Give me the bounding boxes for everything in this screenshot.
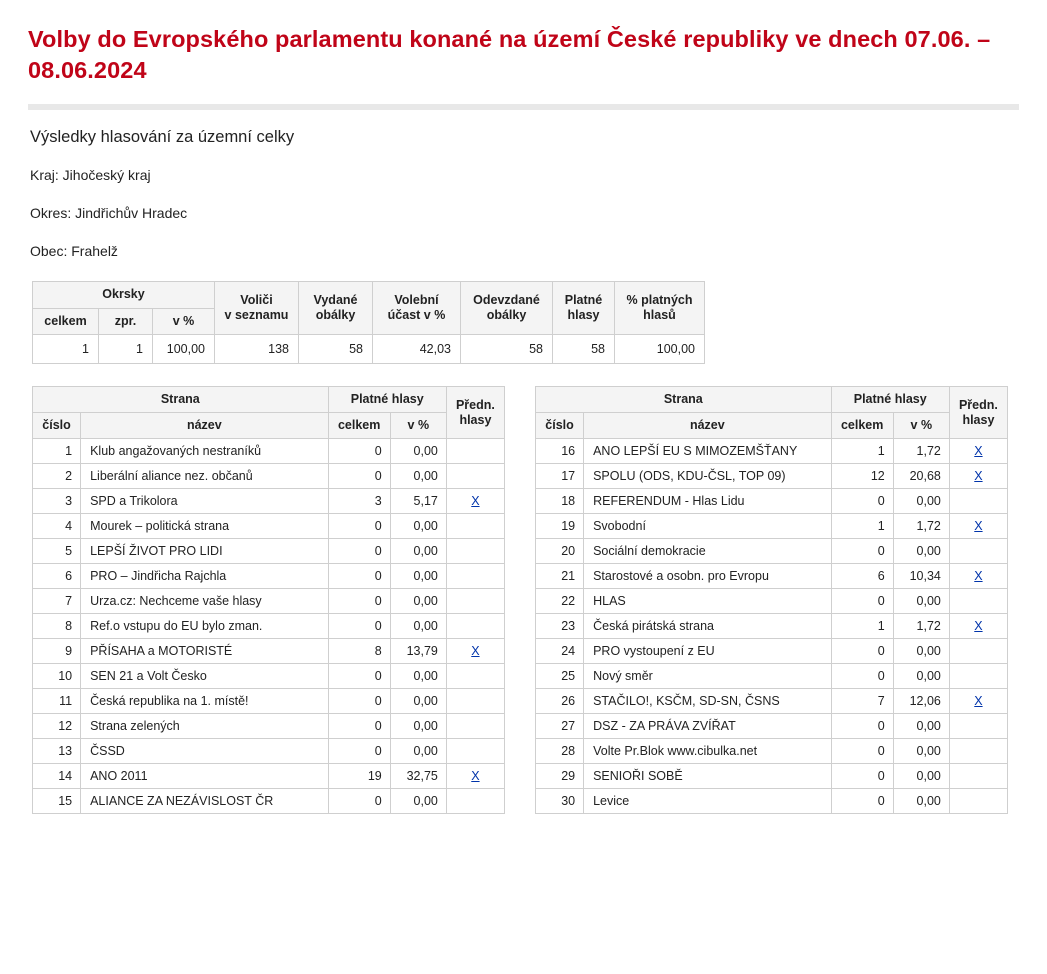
party-votes-percent: 0,00 xyxy=(893,714,949,739)
party-number: 4 xyxy=(33,514,81,539)
party-votes-total: 8 xyxy=(328,639,390,664)
party-number: 27 xyxy=(536,714,584,739)
table-row xyxy=(536,689,1008,714)
party-votes-percent: 5,17 xyxy=(390,489,446,514)
party-votes-total: 0 xyxy=(831,489,893,514)
preferential-votes-cell xyxy=(446,714,504,739)
party-number: 10 xyxy=(33,664,81,689)
party-header-nazev-right: název xyxy=(584,413,832,439)
party-header-predn-line1-right: Předn. xyxy=(958,397,998,412)
table-row xyxy=(536,714,1008,739)
preferential-votes-link[interactable]: X xyxy=(974,569,983,584)
party-header-row-2-right xyxy=(536,413,1008,439)
party-name: DSZ - ZA PRÁVA ZVÍŘAT xyxy=(584,714,832,739)
party-number: 26 xyxy=(536,689,584,714)
table-row xyxy=(536,639,1008,664)
party-header-cislo-left: číslo xyxy=(33,413,81,439)
summary-header-odevzdane-line2: obálky xyxy=(486,308,527,323)
party-number: 17 xyxy=(536,464,584,489)
summary-header-volebni-ucast xyxy=(373,282,461,335)
party-name: Volte Pr.Blok www.cibulka.net xyxy=(584,739,832,764)
table-row xyxy=(33,489,505,514)
summary-header-okrsky: Okrsky xyxy=(33,282,215,309)
party-name: ČSSD xyxy=(81,739,329,764)
party-votes-total: 0 xyxy=(328,689,390,714)
summary-data-row xyxy=(33,335,705,364)
summary-header-volici xyxy=(215,282,299,335)
preferential-votes-cell xyxy=(949,764,1007,789)
party-name: HLAS xyxy=(584,589,832,614)
table-row xyxy=(536,739,1008,764)
party-name: REFERENDUM - Hlas Lidu xyxy=(584,489,832,514)
preferential-votes-cell[interactable] xyxy=(949,614,1007,639)
party-number: 20 xyxy=(536,539,584,564)
party-name: Česká republika na 1. místě! xyxy=(81,689,329,714)
party-name: PŘÍSAHA a MOTORISTÉ xyxy=(81,639,329,664)
summary-header-vydane-line1: Vydané xyxy=(313,292,358,307)
party-name: Liberální aliance nez. občanů xyxy=(81,464,329,489)
party-header-predn-hlasy-right xyxy=(949,387,1007,439)
party-votes-percent: 0,00 xyxy=(390,464,446,489)
party-name: Urza.cz: Nechceme vaše hlasy xyxy=(81,589,329,614)
party-number: 2 xyxy=(33,464,81,489)
party-header-platne-hlasy-right: Platné hlasy xyxy=(831,387,949,413)
summary-header-volici-line2: v seznamu xyxy=(224,308,289,323)
preferential-votes-link[interactable]: X xyxy=(974,619,983,634)
party-number: 25 xyxy=(536,664,584,689)
table-row xyxy=(536,664,1008,689)
party-votes-total: 0 xyxy=(831,539,893,564)
party-votes-percent: 0,00 xyxy=(390,789,446,814)
summary-header-pproc-line2: hlasů xyxy=(643,308,676,323)
party-number: 30 xyxy=(536,789,584,814)
party-votes-total: 0 xyxy=(328,739,390,764)
party-name: Sociální demokracie xyxy=(584,539,832,564)
party-votes-total: 0 xyxy=(831,789,893,814)
summary-header-okrsky-zpr: zpr. xyxy=(99,308,153,335)
party-votes-total: 0 xyxy=(328,564,390,589)
summary-header-okrsky-celkem: celkem xyxy=(33,308,99,335)
party-number: 5 xyxy=(33,539,81,564)
preferential-votes-cell[interactable] xyxy=(949,564,1007,589)
summary-header-platne-line2: hlasy xyxy=(567,308,600,323)
table-row xyxy=(33,589,505,614)
region-okres: Okres: Jindřichův Hradec xyxy=(30,205,188,222)
preferential-votes-cell xyxy=(949,789,1007,814)
party-votes-total: 0 xyxy=(328,789,390,814)
party-votes-percent: 0,00 xyxy=(390,514,446,539)
preferential-votes-link[interactable]: X xyxy=(974,694,983,709)
party-votes-total: 1 xyxy=(831,439,893,464)
preferential-votes-cell xyxy=(446,689,504,714)
party-votes-percent: 0,00 xyxy=(390,714,446,739)
summary-okrsky-celkem: 1 xyxy=(33,335,99,364)
summary-okrsky-zpr: 1 xyxy=(99,335,153,364)
party-name: SPD a Trikolora xyxy=(81,489,329,514)
table-row xyxy=(33,439,505,464)
party-votes-percent: 13,79 xyxy=(390,639,446,664)
party-votes-total: 0 xyxy=(328,514,390,539)
party-name: SENIOŘI SOBĚ xyxy=(584,764,832,789)
party-votes-percent: 0,00 xyxy=(893,664,949,689)
summary-okrsky-v-proc: 100,00 xyxy=(153,335,215,364)
table-row xyxy=(33,739,505,764)
party-header-row-1-right xyxy=(536,387,1008,413)
party-header-row-2-left xyxy=(33,413,505,439)
party-name: Strana zelených xyxy=(81,714,329,739)
party-name: Klub angažovaných nestraníků xyxy=(81,439,329,464)
party-header-platne-hlasy-left: Platné hlasy xyxy=(328,387,446,413)
party-header-v-proc-left: v % xyxy=(390,413,446,439)
party-votes-total: 0 xyxy=(831,739,893,764)
party-votes-total: 0 xyxy=(328,439,390,464)
table-row xyxy=(536,764,1008,789)
party-header-predn-line1-left: Předn. xyxy=(455,397,495,412)
party-header-row-1-left xyxy=(33,387,505,413)
party-table-body-left xyxy=(33,439,505,814)
party-votes-percent: 1,72 xyxy=(893,614,949,639)
party-name: STAČILO!, KSČM, SD-SN, ČSNS xyxy=(584,689,832,714)
party-votes-total: 0 xyxy=(328,664,390,689)
party-name: ANO 2011 xyxy=(81,764,329,789)
preferential-votes-cell xyxy=(446,564,504,589)
party-name: Nový směr xyxy=(584,664,832,689)
party-number: 22 xyxy=(536,589,584,614)
preferential-votes-cell xyxy=(446,614,504,639)
party-number: 15 xyxy=(33,789,81,814)
party-votes-percent: 0,00 xyxy=(390,589,446,614)
party-votes-percent: 0,00 xyxy=(893,639,949,664)
party-votes-total: 0 xyxy=(328,539,390,564)
table-row xyxy=(33,639,505,664)
party-number: 18 xyxy=(536,489,584,514)
party-votes-total: 0 xyxy=(328,714,390,739)
preferential-votes-cell xyxy=(949,589,1007,614)
table-row xyxy=(33,714,505,739)
party-votes-total: 0 xyxy=(831,589,893,614)
party-votes-percent: 1,72 xyxy=(893,514,949,539)
preferential-votes-cell[interactable] xyxy=(949,464,1007,489)
party-results-table-left xyxy=(32,386,505,814)
party-votes-total: 0 xyxy=(831,664,893,689)
party-votes-total: 1 xyxy=(831,614,893,639)
party-name: Starostové a osobn. pro Evropu xyxy=(584,564,832,589)
party-number: 8 xyxy=(33,614,81,639)
party-votes-percent: 0,00 xyxy=(390,664,446,689)
party-number: 12 xyxy=(33,714,81,739)
party-votes-total: 7 xyxy=(831,689,893,714)
preferential-votes-cell xyxy=(949,714,1007,739)
preferential-votes-link[interactable]: X xyxy=(974,519,983,534)
party-votes-percent: 0,00 xyxy=(390,539,446,564)
party-votes-total: 12 xyxy=(831,464,893,489)
party-number: 16 xyxy=(536,439,584,464)
party-votes-percent: 0,00 xyxy=(390,564,446,589)
party-number: 11 xyxy=(33,689,81,714)
preferential-votes-cell xyxy=(446,739,504,764)
table-row xyxy=(536,789,1008,814)
preferential-votes-link[interactable]: X xyxy=(974,444,983,459)
party-name: Ref.o vstupu do EU bylo zman. xyxy=(81,614,329,639)
preferential-votes-cell xyxy=(949,639,1007,664)
summary-odevzdane-obalky: 58 xyxy=(461,335,553,364)
region-obec: Obec: Frahelž xyxy=(30,243,118,260)
party-results-table-right xyxy=(535,386,1008,814)
party-number: 28 xyxy=(536,739,584,764)
party-number: 3 xyxy=(33,489,81,514)
preferential-votes-cell xyxy=(949,739,1007,764)
party-name: Mourek – politická strana xyxy=(81,514,329,539)
preferential-votes-link[interactable]: X xyxy=(471,769,480,784)
party-number: 19 xyxy=(536,514,584,539)
table-row xyxy=(536,614,1008,639)
party-votes-total: 3 xyxy=(328,489,390,514)
summary-header-row-1 xyxy=(33,282,705,309)
party-name: ALIANCE ZA NEZÁVISLOST ČR xyxy=(81,789,329,814)
summary-header-vydane-obalky xyxy=(299,282,373,335)
party-votes-total: 0 xyxy=(328,589,390,614)
table-row xyxy=(33,514,505,539)
party-votes-percent: 0,00 xyxy=(390,739,446,764)
summary-header-platne-line1: Platné xyxy=(564,292,603,307)
party-name: Levice xyxy=(584,789,832,814)
party-votes-percent: 0,00 xyxy=(390,689,446,714)
party-votes-total: 1 xyxy=(831,514,893,539)
preferential-votes-cell[interactable] xyxy=(446,764,504,789)
party-header-nazev-left: název xyxy=(81,413,329,439)
turnout-summary-table xyxy=(32,281,705,364)
party-header-predn-line2-left: hlasy xyxy=(459,412,492,427)
party-name: Česká pirátská strana xyxy=(584,614,832,639)
party-name: SEN 21 a Volt Česko xyxy=(81,664,329,689)
table-row xyxy=(536,539,1008,564)
party-name: LEPŠÍ ŽIVOT PRO LIDI xyxy=(81,539,329,564)
summary-volici-v-seznamu: 138 xyxy=(215,335,299,364)
party-votes-total: 0 xyxy=(831,764,893,789)
party-votes-percent: 0,00 xyxy=(893,764,949,789)
section-subtitle: Výsledky hlasování za územní celky xyxy=(30,128,295,147)
preferential-votes-cell[interactable] xyxy=(949,689,1007,714)
summary-header-volici-line1: Voliči xyxy=(240,292,273,307)
table-row xyxy=(33,664,505,689)
summary-header-ucast-line1: Volební xyxy=(394,292,439,307)
page-title: Volby do Evropského parlamentu konané na území České republiky ve dnech 07.06. – 08.06.2024 xyxy=(28,26,991,84)
party-header-cislo-right: číslo xyxy=(536,413,584,439)
table-row xyxy=(536,564,1008,589)
summary-proc-platnych: 100,00 xyxy=(615,335,705,364)
party-number: 14 xyxy=(33,764,81,789)
table-row xyxy=(536,514,1008,539)
preferential-votes-cell xyxy=(446,539,504,564)
party-name: PRO vystoupení z EU xyxy=(584,639,832,664)
party-votes-percent: 0,00 xyxy=(390,614,446,639)
preferential-votes-link[interactable]: X xyxy=(471,644,480,659)
party-votes-total: 0 xyxy=(328,614,390,639)
preferential-votes-cell xyxy=(949,664,1007,689)
table-row xyxy=(536,464,1008,489)
party-votes-percent: 0,00 xyxy=(390,439,446,464)
party-votes-percent: 0,00 xyxy=(893,589,949,614)
divider xyxy=(28,104,1019,110)
party-results-container xyxy=(32,386,1019,814)
summary-header-ucast-line2: účast v % xyxy=(387,308,446,323)
party-number: 6 xyxy=(33,564,81,589)
preferential-votes-cell[interactable] xyxy=(949,439,1007,464)
preferential-votes-cell xyxy=(949,489,1007,514)
party-votes-percent: 0,00 xyxy=(893,789,949,814)
table-row xyxy=(33,464,505,489)
party-votes-total: 19 xyxy=(328,764,390,789)
preferential-votes-link[interactable]: X xyxy=(471,494,480,509)
region-kraj: Kraj: Jihočeský kraj xyxy=(30,167,151,184)
preferential-votes-cell xyxy=(446,664,504,689)
preferential-votes-cell[interactable] xyxy=(446,639,504,664)
party-votes-percent: 32,75 xyxy=(390,764,446,789)
party-votes-percent: 10,34 xyxy=(893,564,949,589)
table-row xyxy=(33,564,505,589)
party-number: 23 xyxy=(536,614,584,639)
table-row xyxy=(33,614,505,639)
party-header-v-proc-right: v % xyxy=(893,413,949,439)
party-table-body-right xyxy=(536,439,1008,814)
table-row xyxy=(33,789,505,814)
preferential-votes-cell xyxy=(949,539,1007,564)
table-row xyxy=(536,489,1008,514)
table-row xyxy=(33,539,505,564)
party-header-celkem-left: celkem xyxy=(328,413,390,439)
preferential-votes-link[interactable]: X xyxy=(974,469,983,484)
preferential-votes-cell[interactable] xyxy=(949,514,1007,539)
party-number: 24 xyxy=(536,639,584,664)
preferential-votes-cell[interactable] xyxy=(446,489,504,514)
party-header-predn-line2-right: hlasy xyxy=(962,412,995,427)
summary-platne-hlasy: 58 xyxy=(553,335,615,364)
party-votes-percent: 0,00 xyxy=(893,539,949,564)
party-name: Svobodní xyxy=(584,514,832,539)
party-number: 29 xyxy=(536,764,584,789)
party-votes-percent: 1,72 xyxy=(893,439,949,464)
party-votes-total: 0 xyxy=(328,464,390,489)
preferential-votes-cell xyxy=(446,589,504,614)
party-number: 1 xyxy=(33,439,81,464)
party-header-strana-right: Strana xyxy=(536,387,832,413)
party-votes-total: 6 xyxy=(831,564,893,589)
summary-vydane-obalky: 58 xyxy=(299,335,373,364)
party-votes-total: 0 xyxy=(831,639,893,664)
party-votes-percent: 12,06 xyxy=(893,689,949,714)
party-number: 13 xyxy=(33,739,81,764)
party-header-strana-left: Strana xyxy=(33,387,329,413)
party-header-celkem-right: celkem xyxy=(831,413,893,439)
preferential-votes-cell xyxy=(446,464,504,489)
summary-header-odevzdane-line1: Odevzdané xyxy=(473,292,540,307)
summary-header-okrsky-v-proc: v % xyxy=(153,308,215,335)
party-number: 9 xyxy=(33,639,81,664)
summary-volebni-ucast: 42,03 xyxy=(373,335,461,364)
table-row xyxy=(536,589,1008,614)
party-votes-percent: 0,00 xyxy=(893,739,949,764)
party-header-predn-hlasy-left xyxy=(446,387,504,439)
summary-header-pproc-line1: % platných xyxy=(626,292,693,307)
summary-header-vydane-line2: obálky xyxy=(315,308,356,323)
preferential-votes-cell xyxy=(446,789,504,814)
preferential-votes-cell xyxy=(446,439,504,464)
table-row xyxy=(33,764,505,789)
party-number: 7 xyxy=(33,589,81,614)
summary-header-odevzdane-obalky xyxy=(461,282,553,335)
preferential-votes-cell xyxy=(446,514,504,539)
party-name: SPOLU (ODS, KDU-ČSL, TOP 09) xyxy=(584,464,832,489)
party-votes-percent: 20,68 xyxy=(893,464,949,489)
summary-header-proc-platnych xyxy=(615,282,705,335)
party-votes-percent: 0,00 xyxy=(893,489,949,514)
party-number: 21 xyxy=(536,564,584,589)
party-votes-total: 0 xyxy=(831,714,893,739)
party-name: ANO LEPŠÍ EU S MIMOZEMŠŤANY xyxy=(584,439,832,464)
table-row xyxy=(33,689,505,714)
party-name: PRO – Jindřicha Rajchla xyxy=(81,564,329,589)
summary-header-platne-hlasy xyxy=(553,282,615,335)
table-row xyxy=(536,439,1008,464)
